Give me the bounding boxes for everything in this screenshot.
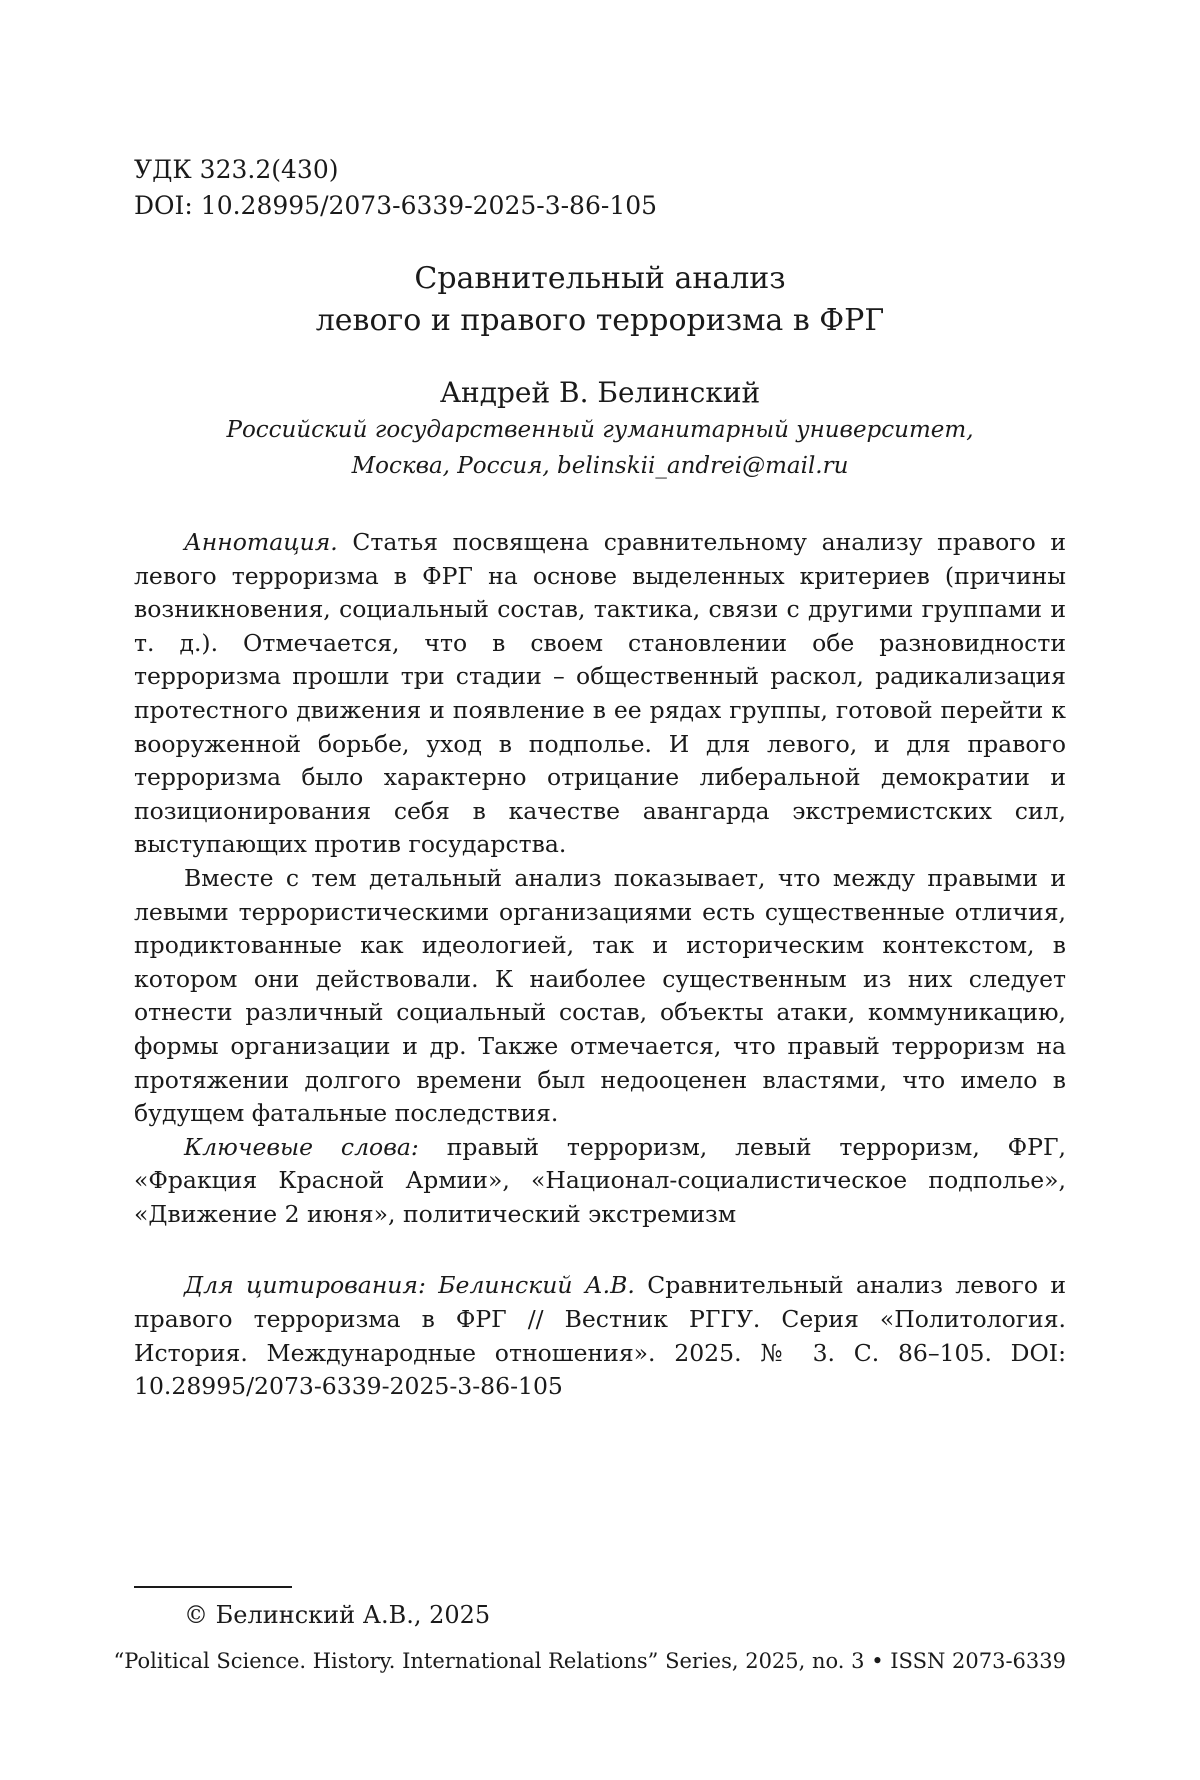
abstract-text-1: Статья посвящена сравнительному анализу правого и левого терроризма в ФРГ на основе выделенных критериев (причины возникновения, социальный состав, тактика, связи с другими группами и т. д.). Отмечается, что в своем становлении обе разновидности терроризма прошли три стадии – общественный раскол, радикализация протестного движения и появление в ее рядах группы, готовой перейти к вооруженной борьбе, уход в подполье. И для левого, и для правого терроризма было характерно отрицание либеральной демократии и позиционирования себя в качестве авангарда экстремистских сил, выступающих против государства. — [134, 528, 1066, 859]
doi-line: DOI: 10.28995/2073-6339-2025-3-86-105 — [134, 191, 658, 220]
affiliation-line-2: Москва, Россия, belinskii_andrei@mail.ru — [351, 453, 849, 479]
citation-label: Для цитирования: Белинский А.В. — [184, 1271, 635, 1300]
title-line-1: Сравнительный анализ — [414, 261, 786, 296]
keywords-text: правый терроризм, левый терроризм, ФРГ, «Фракция Красной Армии», «Национал-социалистическое подполье», «Движение 2 июня», политический экстремизм — [134, 1132, 1067, 1228]
affiliation-line-1: Российский государственный гуманитарный университет, — [226, 417, 974, 443]
copyright-notice: © Белинский А.В., 2025 — [184, 1601, 491, 1629]
citation-text: Сравнительный анализ левого и правого терроризма в ФРГ // Вестник РГГУ. Серия «Политология. История. Международные отношения». 2025. № 3. С. 86–105. DOI: 10.28995/2073-6339-2025-3-86-105 — [134, 1271, 1066, 1401]
abstract-paragraph-1 — [134, 526, 1066, 862]
citation-block — [134, 1269, 1066, 1403]
keywords-label: Ключевые слова: — [184, 1132, 419, 1161]
article-page — [134, 152, 1066, 1427]
udk-code: УДК 323.2(430) — [134, 155, 339, 184]
author-affiliation — [134, 412, 1066, 484]
keywords-paragraph — [134, 1131, 1066, 1232]
abstract-label: Аннотация. — [184, 528, 338, 556]
journal-running-footer: “Political Science. History. International Relations” Series, 2025, no. 3 • ISSN 2073-6339 — [113, 1649, 1066, 1673]
author-name: Андрей В. Белинский — [439, 376, 761, 409]
abstract-block — [134, 526, 1066, 1231]
footnote-divider — [134, 1586, 292, 1588]
abstract-paragraph-2: Вместе с тем детальный анализ показывает, что между правыми и левыми террористическими организациями есть существенные отличия, продиктованные как идеологией, так и историческим контекстом, в котором они действовали. К наиболее существенным из них следует отнести различный социальный состав, объекты атаки, коммуникацию, формы организации и др. Также отмечается, что правый терроризм на протяжении долгого времени был недооценен властями, что имело в будущем фатальные последствия. — [134, 863, 1066, 1128]
article-title — [134, 258, 1066, 342]
title-line-2: левого и правого терроризма в ФРГ — [315, 303, 885, 338]
